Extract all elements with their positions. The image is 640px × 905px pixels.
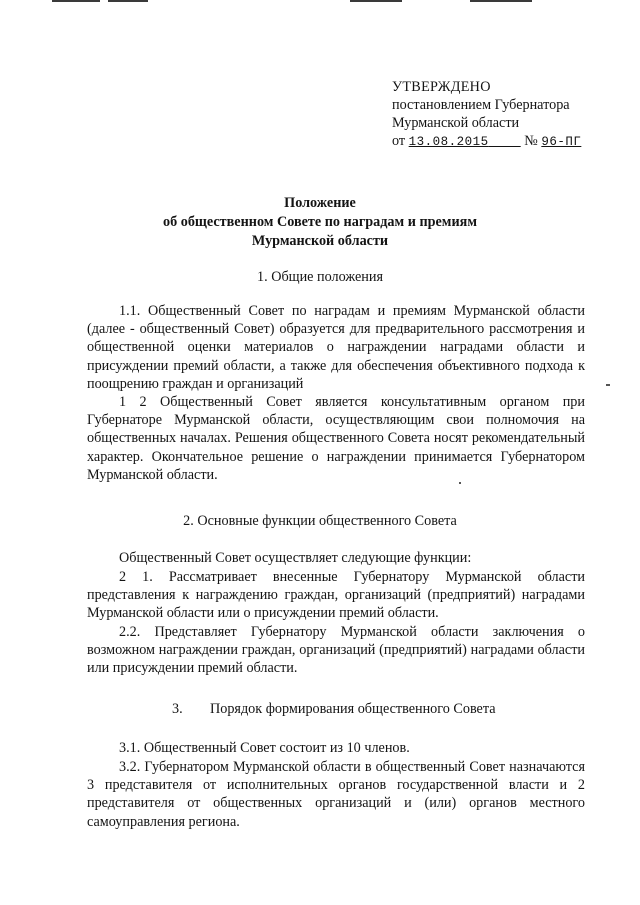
approval-line-1: постановлением Губернатора	[392, 97, 570, 113]
section-2-paragraph-1: 2 1. Рассматривает внесенные Губернатору Мурманской области представления к награждению граждан, организаций (предприятий) наградами Мурманской области или о присуждении премий области.	[87, 569, 585, 622]
section-3-paragraph-1: 3.1. Общественный Совет состоит из 10 членов.	[119, 740, 410, 756]
approval-number: 96-ПГ	[541, 135, 582, 149]
approval-line-2: Мурманской области	[392, 115, 520, 131]
scan-mark	[52, 0, 100, 2]
section-3-paragraph-2: 3.2. Губернатором Мурманской области в общественный Совет назначаются 3 представителя от исполнительных органов государственной власти и 2 представителя от общественных организаций и (или) органов местного самоуправления региона.	[87, 759, 585, 830]
scan-mark	[470, 0, 532, 2]
section-3-number: 3.	[172, 701, 183, 717]
title-line-2: об общественном Совете по наградам и премиям	[163, 214, 477, 230]
section-1-paragraph-1: 1.1. Общественный Совет по наградам и премиям Мурманской области (далее - общественный Совет) образуется для предварительного рассмотрения и общественной оценки материалов о награждении наградами области и присуждении премий области, а также для обеспечения объективного подхода к поощрению граждан и организаций	[87, 303, 585, 392]
section-1-heading: 1. Общие положения	[257, 269, 383, 285]
approval-date: 13.08.2015	[408, 135, 489, 149]
document-title	[130, 194, 510, 251]
approval-title: УТВЕРЖДЕНО	[392, 79, 491, 95]
approval-number-label: №	[524, 133, 538, 149]
section-2-intro: Общественный Совет осуществляет следующие функции:	[119, 550, 472, 566]
section-2-paragraph-2: 2.2. Представляет Губернатору Мурманской области заключения о возможном награждении граждан, организаций (предприятий) наградами области или присуждении премий области.	[87, 624, 585, 677]
scan-mark	[350, 0, 402, 2]
approval-date-underline	[489, 135, 521, 149]
title-line-3: Мурманской области	[251, 233, 389, 249]
section-3-heading	[172, 700, 496, 718]
title-line-1: Положение	[284, 195, 356, 211]
section-3-title: Порядок формирования общественного Совета	[210, 701, 496, 717]
approval-from-label: от	[392, 133, 406, 149]
approval-block	[392, 78, 622, 151]
scan-mark	[108, 0, 148, 2]
section-1-paragraph-2: 1 2 Общественный Совет является консультативным органом при Губернаторе Мурманской области, осуществляющим свои полномочия на общественных началах. Решения общественного Совета носят рекомендательный характер. Окончательное решение о награждении принимается Губернатором Мурманской области.	[87, 394, 585, 483]
scan-speck	[606, 384, 610, 386]
approval-date-line	[392, 132, 622, 151]
section-2-heading: 2. Основные функции общественного Совета	[183, 513, 457, 529]
